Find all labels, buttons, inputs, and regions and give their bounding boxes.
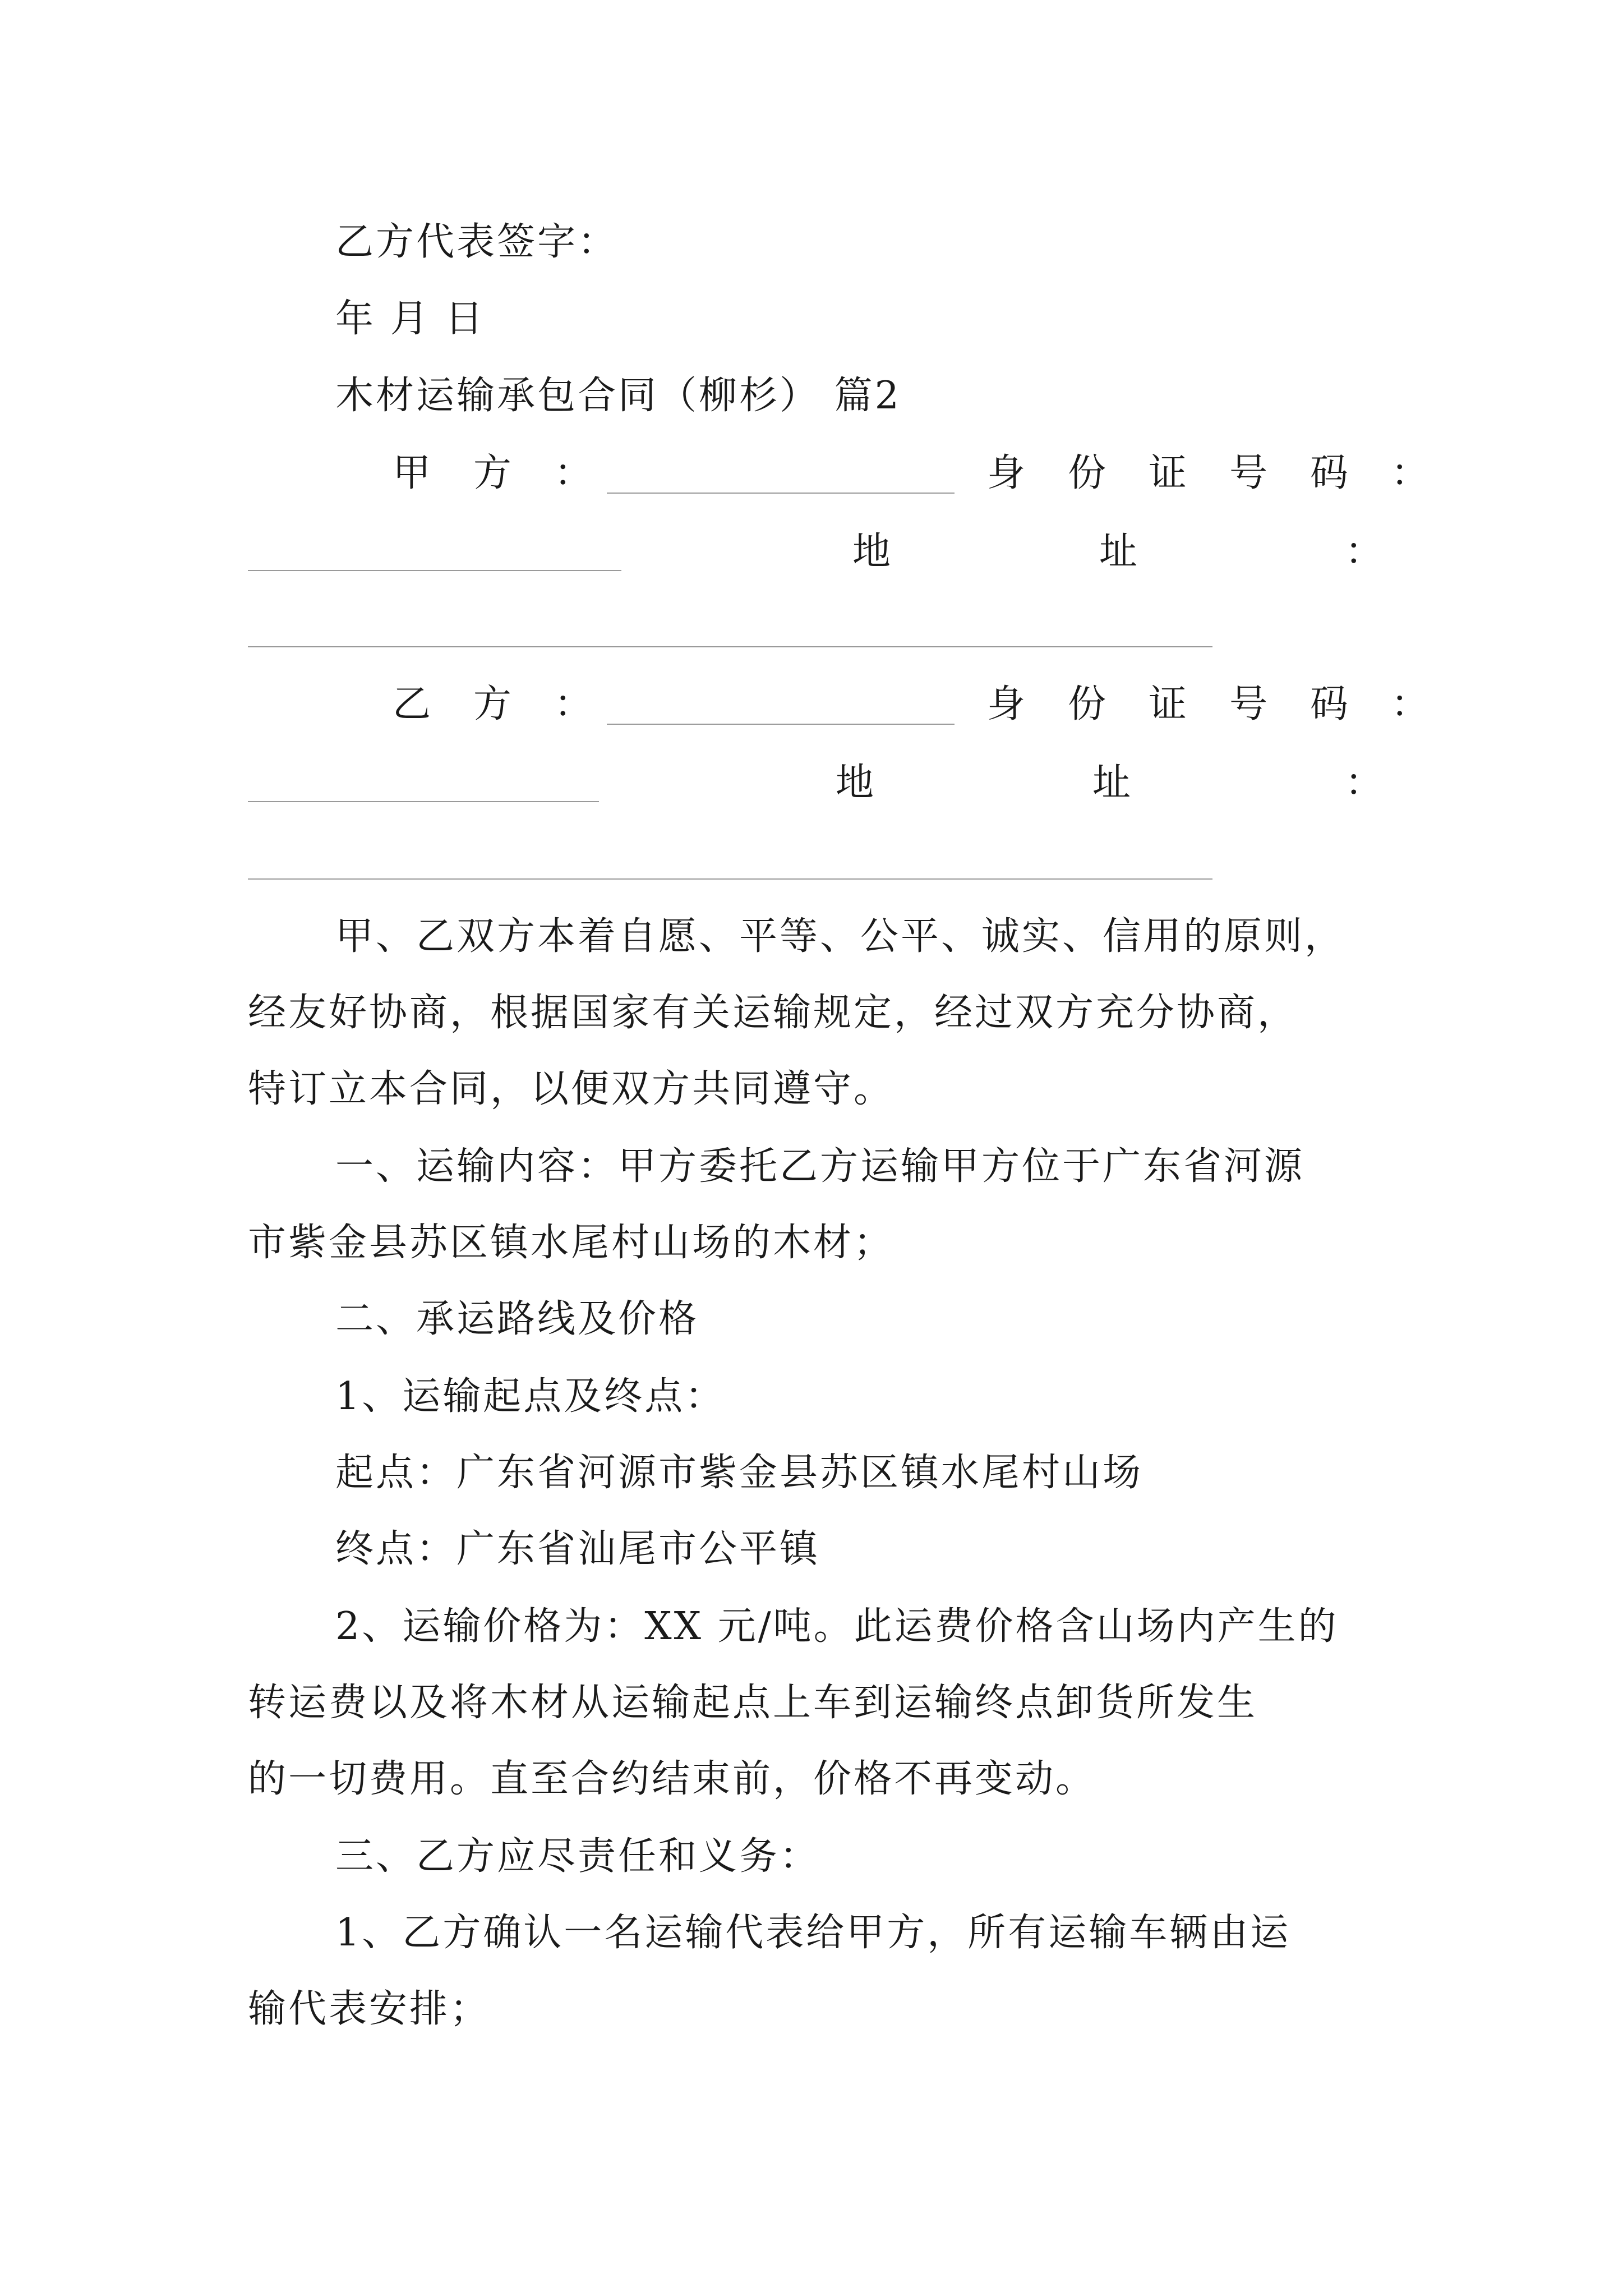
party-a-address-blank (248, 646, 1212, 647)
price-line-2: 转运费以及将木材从运输起点上车到运输终点卸货所发生 (248, 1681, 1258, 1725)
party-a-address-label-1: 地 (852, 530, 891, 574)
date-line: 年 月 日 (335, 297, 486, 341)
party-a-id-blank (248, 570, 621, 571)
section-heading: 木材运输承包合同（柳杉） 篇2 (335, 374, 901, 418)
party-b-address-label-1: 地 (836, 761, 874, 805)
signature-label: 乙方代表签字： (335, 220, 619, 264)
party-b-address-label-2: 址 (1092, 761, 1131, 805)
party-a-address-colon: ： (1345, 530, 1384, 574)
party-a-id-label: 身 份 证 号 码 ： (987, 451, 1432, 495)
route-start: 起点：广东省河源市紫金县苏区镇水尾村山场 (335, 1451, 1144, 1495)
clause-1-line-2: 市紫金县苏区镇水尾村山场的木材； (248, 1221, 895, 1265)
intro-line-3: 特订立本合同，以便双方共同遵守。 (248, 1067, 895, 1111)
clause-2-title: 二、承运路线及价格 (335, 1297, 699, 1341)
party-b-label: 乙 方 ： (393, 682, 595, 726)
party-a-address-label-2: 址 (1099, 530, 1138, 574)
price-line-1: 2、运输价格为：XX 元/吨。此运费价格含山场内产生的 (335, 1604, 1339, 1649)
party-b-address-colon: ： (1345, 761, 1384, 805)
party-a-name-blank (607, 493, 955, 494)
party-b-id-blank (248, 801, 599, 802)
party-b-address-blank (248, 878, 1212, 880)
clause-3-item-1-line-2: 输代表安排； (248, 1987, 491, 2031)
party-b-name-blank (607, 724, 955, 725)
clause-2-item-1: 1、运输起点及终点： (335, 1374, 726, 1419)
intro-line-1: 甲、乙双方本着自愿、平等、公平、诚实、信用的原则， (335, 914, 1345, 959)
route-end: 终点：广东省汕尾市公平镇 (335, 1527, 820, 1571)
clause-3-title: 三、乙方应尽责任和义务： (335, 1834, 820, 1879)
intro-line-2: 经友好协商，根据国家有关运输规定，经过双方充分协商， (248, 991, 1298, 1035)
party-b-id-label: 身 份 证 号 码 ： (987, 682, 1432, 726)
price-line-3: 的一切费用。直至合约结束前，价格不再变动。 (248, 1757, 1096, 1801)
clause-1-line-1: 一、运输内容：甲方委托乙方运输甲方位于广东省河源 (335, 1144, 1305, 1189)
party-a-label: 甲 方 ： (393, 451, 595, 495)
clause-3-item-1-line-1: 1、乙方确认一名运输代表给甲方，所有运输车辆由运 (335, 1911, 1291, 1955)
